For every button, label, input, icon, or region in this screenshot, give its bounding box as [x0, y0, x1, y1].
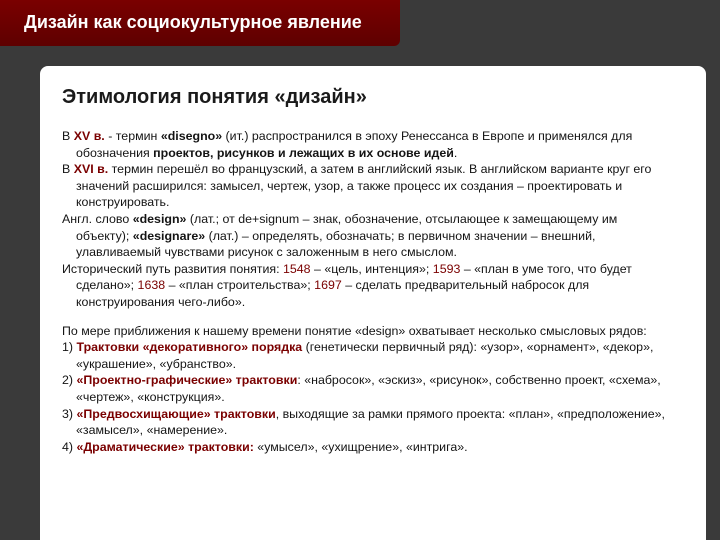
- text: Исторический путь развития понятия:: [62, 261, 283, 276]
- list-number: 3): [62, 406, 77, 421]
- text: (генетически первичный ряд): «узор», «орнамент», «декор», «украшение», «убранство».: [76, 340, 654, 371]
- text: Англ. слово: [62, 211, 133, 226]
- year: 1697: [314, 278, 342, 293]
- paragraph-disegno: [62, 128, 672, 161]
- text: В: [62, 129, 74, 143]
- text: термин перешёл во французский, а затем в английский язык. В английском варианте круг его значений расширился: замысел, чертеж, узор, а также процесс их создания – проектировать и конструировать.: [76, 162, 652, 210]
- text: (ит.) распространился в эпоху Ренессанса в Европе и применялся для обозначения: [76, 129, 633, 160]
- text: , выходящие за рамки прямого проекта: «план», «предположение», «замысел», «намерение».: [76, 406, 665, 438]
- list-heading: «Драматические» трактовки:: [76, 439, 254, 454]
- spacer: [62, 311, 672, 323]
- list-heading: «Проектно-графические» трактовки: [76, 373, 298, 388]
- text: (лат.) – определять, обозначать; в первичном значении – внешний, улавливаемый чувствами рисунок с заложенным в него смыслом.: [76, 228, 596, 260]
- text: : «набросок», «эскиз», «рисунок», собственно проект, «схема», «чертеж», «конструкция».: [76, 373, 661, 404]
- term: «disegno»: [160, 129, 223, 143]
- paragraph-design: [62, 211, 672, 261]
- paragraph-xvi: [62, 161, 672, 211]
- text: (лат.; от de+signum – знак, обозначение, отсылающее к замещающему им объекту);: [76, 211, 618, 243]
- text: - термин: [104, 129, 161, 143]
- slide-content: [40, 66, 706, 540]
- list-item-graphic: [62, 372, 672, 405]
- text: – «цель, интенция»;: [310, 261, 433, 276]
- emphasis: проектов, рисунков и лежащих в их основе идей: [153, 145, 454, 160]
- list-item-decorative: [62, 339, 672, 372]
- text: – «план в уме того, что будет сделано»;: [76, 261, 632, 293]
- century-label: XV в.: [73, 129, 105, 143]
- paragraph-history: [62, 261, 672, 311]
- year: 1638: [137, 278, 166, 293]
- list-item-anticipatory: [62, 406, 672, 439]
- list-number: 2): [62, 373, 77, 388]
- header-bar: [0, 0, 400, 46]
- year: 1593: [432, 261, 461, 276]
- text: – сделать предварительный набросок для конструирования чего-либо».: [76, 278, 590, 309]
- year: 1548: [283, 261, 311, 276]
- text: «умысел», «ухищрение», «интрига».: [253, 439, 468, 454]
- list-item-dramatic: [62, 439, 672, 456]
- text: В: [62, 162, 74, 177]
- term: «designare»: [132, 228, 206, 243]
- list-number: 1): [62, 340, 77, 355]
- paragraph-intro: По мере приближения к нашему времени понятие «design» охватывает несколько смысловых рядов:: [62, 323, 647, 338]
- text: – «план строительства»;: [165, 278, 315, 293]
- list-heading: Трактовки «декоративного» порядка: [76, 340, 303, 355]
- slide-title: Этимология понятия «дизайн»: [62, 86, 367, 108]
- slide-body: [62, 128, 672, 455]
- list-heading: «Предвосхищающие» трактовки: [76, 406, 276, 421]
- text: .: [453, 145, 458, 160]
- presentation-title: Дизайн как социокультурное явление: [24, 12, 362, 32]
- term: «design»: [132, 211, 187, 226]
- list-number: 4): [62, 439, 77, 454]
- century-label: XVI в.: [73, 162, 109, 177]
